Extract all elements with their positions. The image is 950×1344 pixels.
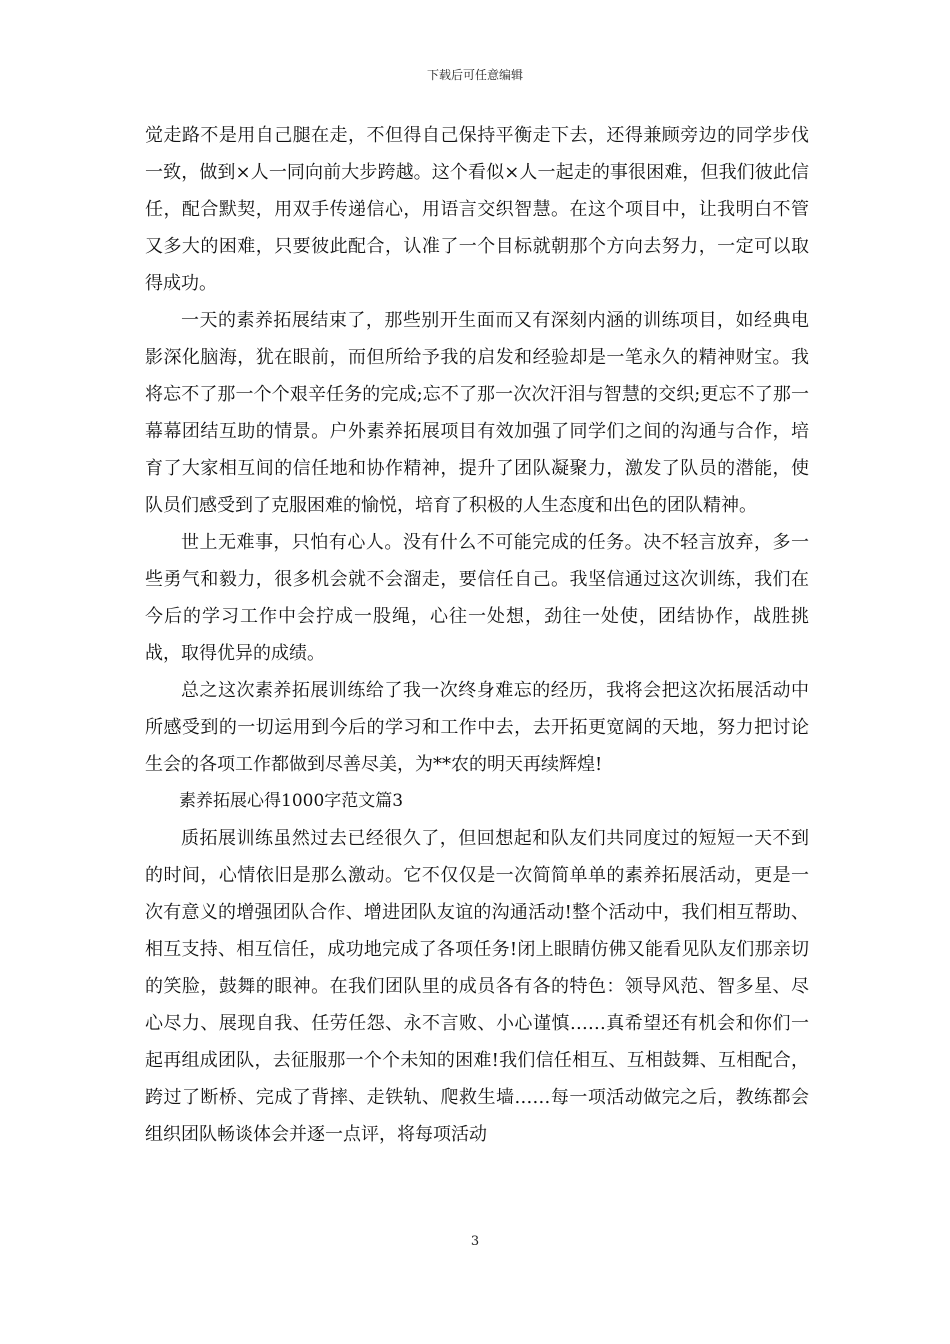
paragraph-continued: 觉走路不是用自己腿在走，不但得自己保持平衡走下去，还得兼顾旁边的同学步伐一致，做到×人一同向前大步跨越。这个看似×人一起走的事很困难，但我们彼此信任，配合默契，用双手传递信心，用语言交织智慧。在这个项目中，让我明白不管又多大的困难，只要彼此配合，认准了一个目标就朝那个方向去努力，一定可以取得成功。 — [145, 125, 809, 294]
document-body — [145, 117, 809, 1153]
paragraph: 总之这次素养拓展训练给了我一次终身难忘的经历，我将会把这次拓展活动中所感受到的一切运用到今后的学习和工作中去，去开拓更宽阔的天地，努力把讨论生会的各项工作都做到尽善尽美，为**农的明天再续辉煌! — [145, 680, 809, 775]
paragraph: 世上无难事，只怕有心人。没有什么不可能完成的任务。决不轻言放弃，多一些勇气和毅力，很多机会就不会溜走，要信任自己。我坚信通过这次训练，我们在今后的学习工作中会拧成一股绳，心往一处想，劲往一处使，团结协作，战胜挑战，取得优异的成绩。 — [145, 532, 809, 664]
section-heading: 素养拓展心得1000字范文篇3 — [179, 791, 404, 811]
page-header: 下载后可任意编辑 — [426, 68, 523, 82]
paragraph: 一天的素养拓展结束了，那些别开生面而又有深刻内涵的训练项目，如经典电影深化脑海，犹在眼前，而但所给予我的启发和经验却是一笔永久的精神财宝。我将忘不了那一个个艰辛任务的完成;忘不了那一次次汗泪与智慧的交织;更忘不了那一幕幕团结互助的情景。户外素养拓展项目有效加强了同学们之间的沟通与合作，培育了大家相互间的信任地和协作精神，提升了团队凝聚力，激发了队员的潜能，使队员们感受到了克服困难的愉悦，培育了积极的人生态度和出色的团队精神。 — [145, 310, 809, 516]
page-number: 3 — [470, 1234, 480, 1249]
paragraph: 质拓展训练虽然过去已经很久了，但回想起和队友们共同度过的短短一天不到的时间，心情依旧是那么激动。它不仅仅是一次简简单单的素养拓展活动，更是一次有意义的增强团队合作、增进团队友谊的沟通活动!整个活动中，我们相互帮助、相互支持、相互信任，成功地完成了各项任务!闭上眼睛仿佛又能看见队友们那亲切的笑脸，鼓舞的眼神。在我们团队里的成员各有各的特色：领导风范、智多星、尽心尽力、展现自我、任劳任怨、永不言败、小心谨慎……真希望还有机会和你们一起再组成团队，去征服那一个个未知的困难!我们信任相互、互相鼓舞、互相配合，跨过了断桥、完成了背摔、走铁轨、爬救生墙……每一项活动做完之后，教练都会组织团队畅谈体会并逐一点评，将每项活动 — [145, 828, 809, 1145]
